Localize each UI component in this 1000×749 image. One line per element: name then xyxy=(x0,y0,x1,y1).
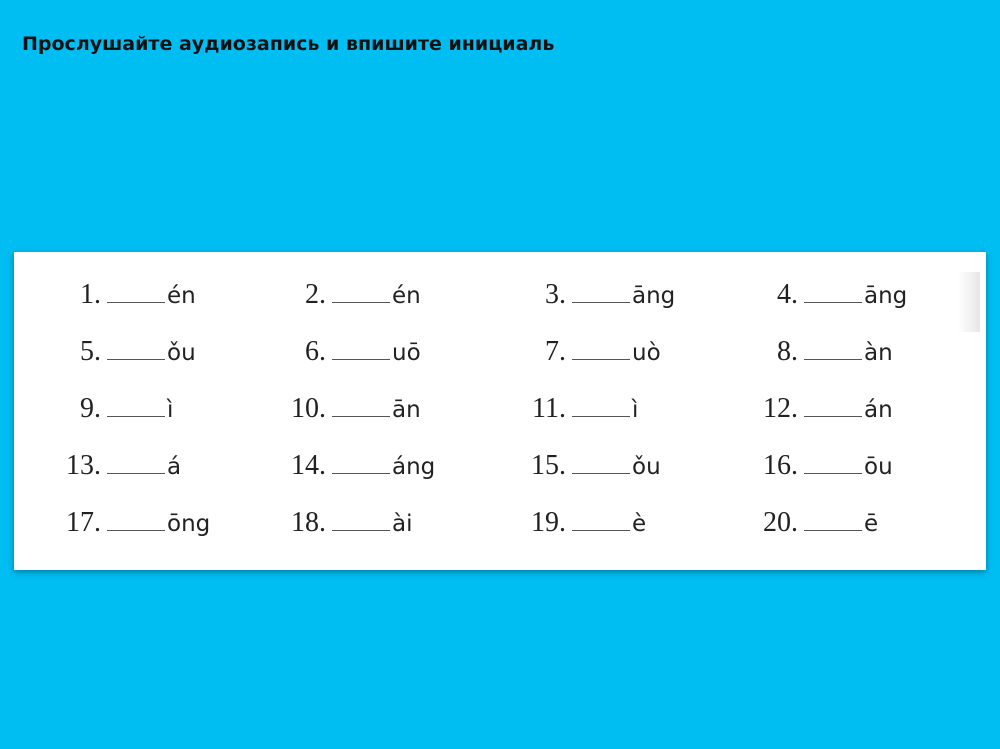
item-number-dot: . xyxy=(319,336,326,367)
item-number-dot: . xyxy=(559,450,566,481)
initial-blank-input[interactable] xyxy=(332,502,390,531)
exercise-item-15 xyxy=(519,445,661,485)
item-number: 1 xyxy=(80,279,94,310)
item-final: ì xyxy=(632,397,639,423)
exercise-item-20 xyxy=(751,502,878,542)
item-number: 14 xyxy=(291,450,319,481)
initial-blank-input[interactable] xyxy=(572,445,630,474)
initial-blank-input[interactable] xyxy=(572,388,630,417)
initial-blank-input[interactable] xyxy=(804,502,862,531)
exercise-item-9 xyxy=(54,388,173,428)
exercise-item-10 xyxy=(279,388,421,428)
item-final: uò xyxy=(632,340,661,366)
item-final: én xyxy=(392,283,421,309)
exercise-item-4 xyxy=(751,274,907,314)
item-number: 3 xyxy=(545,279,559,310)
item-number-dot: . xyxy=(319,450,326,481)
exercise-item-18 xyxy=(279,502,412,542)
item-number-dot: . xyxy=(559,279,566,310)
initial-blank-input[interactable] xyxy=(107,331,165,360)
item-number-dot: . xyxy=(559,507,566,538)
item-number-dot: . xyxy=(791,507,798,538)
item-final: āng xyxy=(864,283,908,309)
item-number: 2 xyxy=(305,279,319,310)
item-number-dot: . xyxy=(791,450,798,481)
initial-blank-input[interactable] xyxy=(804,388,862,417)
exercise-item-7 xyxy=(519,331,661,371)
item-final: á xyxy=(167,454,182,480)
exercise-item-11 xyxy=(519,388,638,428)
item-number: 8 xyxy=(777,336,791,367)
exercise-item-19 xyxy=(519,502,646,542)
item-number-dot: . xyxy=(791,336,798,367)
exercise-item-2 xyxy=(279,274,421,314)
initial-blank-input[interactable] xyxy=(107,274,165,303)
item-number-dot: . xyxy=(94,393,101,424)
item-number-dot: . xyxy=(559,336,566,367)
initial-blank-input[interactable] xyxy=(572,502,630,531)
item-final: ài xyxy=(392,511,413,537)
item-final: àn xyxy=(864,340,893,366)
item-number: 5 xyxy=(80,336,94,367)
exercise-item-8 xyxy=(751,331,893,371)
item-number: 12 xyxy=(763,393,791,424)
initial-blank-input[interactable] xyxy=(332,388,390,417)
initial-blank-input[interactable] xyxy=(107,502,165,531)
item-final: én xyxy=(167,283,196,309)
item-number-dot: . xyxy=(94,336,101,367)
item-number-dot: . xyxy=(319,393,326,424)
item-final: án xyxy=(864,397,893,423)
item-number: 16 xyxy=(763,450,791,481)
item-final: ōu xyxy=(864,454,893,480)
item-number-dot: . xyxy=(319,279,326,310)
instruction-text: Прослушайте аудиозапись и впишите инициаль xyxy=(22,33,555,55)
item-number: 6 xyxy=(305,336,319,367)
item-number: 7 xyxy=(545,336,559,367)
item-number: 11 xyxy=(532,393,559,424)
item-final: uō xyxy=(392,340,421,366)
item-number: 9 xyxy=(80,393,94,424)
exercise-item-13 xyxy=(54,445,181,485)
item-final: ì xyxy=(167,397,174,423)
exercise-item-17 xyxy=(54,502,210,542)
initial-blank-input[interactable] xyxy=(572,274,630,303)
initial-blank-input[interactable] xyxy=(572,331,630,360)
item-number: 20 xyxy=(763,507,791,538)
exercise-grid xyxy=(14,252,986,570)
initial-blank-input[interactable] xyxy=(107,388,165,417)
item-number: 10 xyxy=(291,393,319,424)
item-number: 15 xyxy=(531,450,559,481)
item-number-dot: . xyxy=(319,507,326,538)
item-final: ǒu xyxy=(632,454,661,480)
initial-blank-input[interactable] xyxy=(804,274,862,303)
exercise-item-16 xyxy=(751,445,893,485)
item-final: è xyxy=(632,511,647,537)
exercise-item-1 xyxy=(54,274,196,314)
item-number-dot: . xyxy=(791,393,798,424)
initial-blank-input[interactable] xyxy=(804,331,862,360)
exercise-item-14 xyxy=(279,445,435,485)
item-number: 13 xyxy=(66,450,94,481)
initial-blank-input[interactable] xyxy=(332,445,390,474)
item-number: 17 xyxy=(66,507,94,538)
exercise-item-3 xyxy=(519,274,675,314)
item-number-dot: . xyxy=(94,507,101,538)
exercise-item-6 xyxy=(279,331,421,371)
item-number-dot: . xyxy=(791,279,798,310)
initial-blank-input[interactable] xyxy=(107,445,165,474)
exercise-item-5 xyxy=(54,331,196,371)
item-final: ē xyxy=(864,511,879,537)
item-number: 4 xyxy=(777,279,791,310)
initial-blank-input[interactable] xyxy=(804,445,862,474)
item-final: ǒu xyxy=(167,340,196,366)
item-number-dot: . xyxy=(94,450,101,481)
item-number: 18 xyxy=(291,507,319,538)
item-final: ān xyxy=(392,397,421,423)
exercise-item-12 xyxy=(751,388,893,428)
item-final: āng xyxy=(632,283,676,309)
item-final: áng xyxy=(392,454,436,480)
item-number-dot: . xyxy=(94,279,101,310)
item-final: ōng xyxy=(167,511,211,537)
item-number: 19 xyxy=(531,507,559,538)
initial-blank-input[interactable] xyxy=(332,274,390,303)
exercise-sheet xyxy=(14,252,986,570)
item-number-dot: . xyxy=(559,393,566,424)
initial-blank-input[interactable] xyxy=(332,331,390,360)
